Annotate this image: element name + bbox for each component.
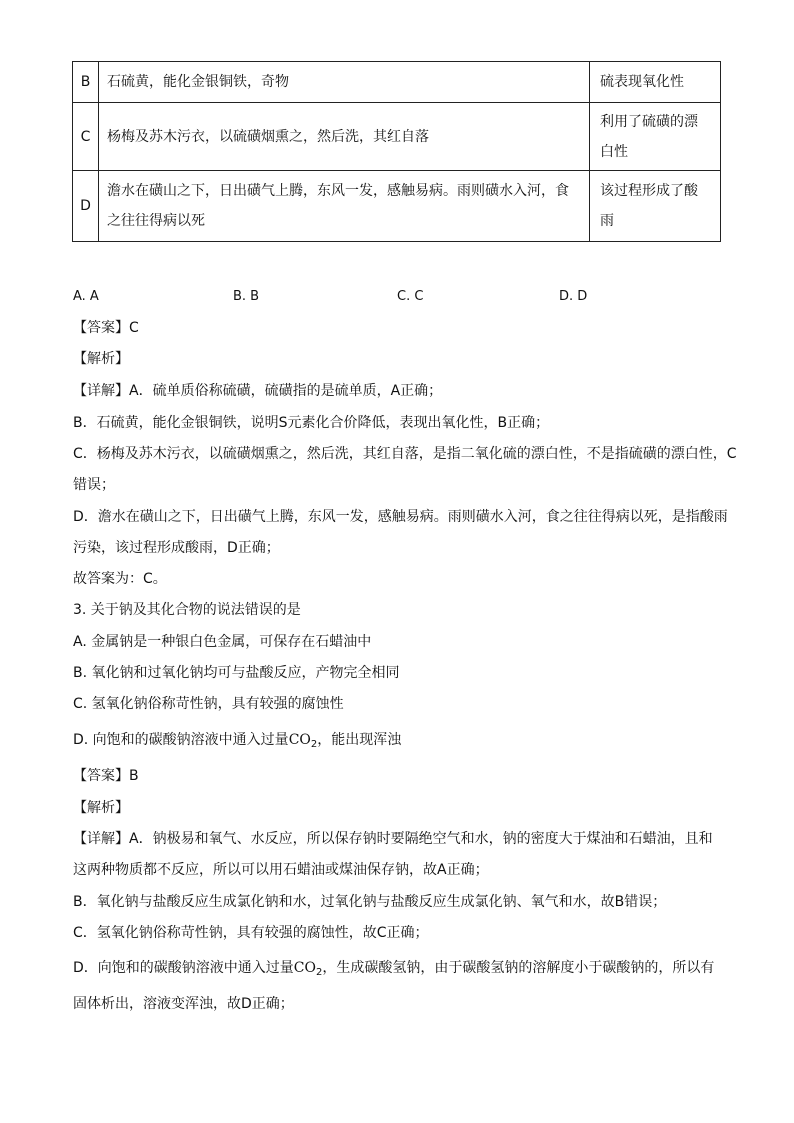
detail-text: 固体析出，溶液变浑浊，故D正确； (73, 996, 294, 1012)
chem-formula: CO (293, 960, 316, 976)
answer-label: 【答案】C (73, 320, 139, 336)
row-label: C (73, 103, 99, 171)
table-row (73, 103, 721, 171)
detail-text: 错误； (73, 477, 115, 493)
chem-formula: CO (288, 732, 311, 748)
detail-text: 污染，该过程形成酸雨，D正确； (73, 540, 280, 556)
detail-text (73, 958, 714, 983)
row-note: 硫表现氧化性 (590, 62, 721, 103)
table-row (73, 62, 721, 103)
option-b-text: B. 氧化钠和过氧化钠均可与盐酸反应，产物完全相同 (73, 665, 400, 681)
choice-a: A. A (73, 289, 99, 304)
detail-text: D．澹水在磺山之下，日出磺气上腾，东风一发，感触易病。雨则磺水入河，食之往往得病以死，是指酸雨 (73, 509, 728, 525)
option-c-text: C. 氢氧化钠俗称苛性钠，具有较强的腐蚀性 (73, 696, 344, 712)
option-d-pre: D. 向饱和的碳酸钠溶液中通入过量 (73, 732, 289, 748)
row-content: 杨梅及苏木污衣，以硫磺烟熏之，然后洗，其红自落 (99, 103, 590, 171)
detail-text: 【详解】A．硫单质俗称硫磺，硫磺指的是硫单质，A正确； (73, 383, 443, 399)
option-table (72, 61, 721, 242)
choice-c: C. C (397, 289, 424, 304)
row-note: 该过程形成了酸雨 (590, 171, 721, 242)
row-label: B (73, 62, 99, 103)
choice-b: B. B (233, 289, 260, 304)
option-d-text (73, 730, 401, 755)
analysis-label: 【解析】 (73, 351, 129, 367)
row-note: 利用了硫磺的漂白性 (590, 103, 721, 171)
answer-label: 【答案】B (73, 768, 139, 784)
table-row (73, 171, 721, 242)
chem-subscript: 2 (310, 739, 318, 750)
choice-d: D. D (559, 289, 588, 304)
conclusion-text: 故答案为：C。 (73, 571, 167, 587)
option-d-post: ，能出现浑浊 (317, 732, 402, 748)
analysis-label: 【解析】 (73, 800, 129, 816)
detail-text: B．氧化钠与盐酸反应生成氯化钠和水，过氧化钠与盐酸反应生成氯化钠、氧气和水，故B错误； (73, 894, 667, 910)
detail-post: ，生成碳酸氢钠，由于碳酸氢钠的溶解度小于碳酸钠的，所以有 (322, 960, 715, 976)
detail-text: 这两种物质都不反应，所以可以用石蜡油或煤油保存钠，故A正确； (73, 862, 489, 878)
detail-text: C．氢氧化钠俗称苛性钠，具有较强的腐蚀性，故C正确； (73, 925, 429, 941)
option-a-text: A. 金属钠是一种银白色金属，可保存在石蜡油中 (73, 634, 372, 650)
detail-text: 【详解】A．钠极易和氧气、水反应，所以保存钠时要隔绝空气和水，钠的密度大于煤油和石蜡油，且和 (73, 831, 713, 847)
question-stem: 3. 关于钠及其化合物的说法错误的是 (73, 602, 301, 618)
row-label: D (73, 171, 99, 242)
row-content: 石硫黄，能化金银铜铁，奇物 (99, 62, 590, 103)
chem-subscript: 2 (315, 967, 323, 978)
row-content: 澹水在磺山之下，日出磺气上腾，东风一发，感触易病。雨则磺水入河，食之往往得病以死 (99, 171, 590, 242)
detail-pre: D．向饱和的碳酸钠溶液中通入过量 (73, 960, 294, 976)
detail-text: B．石硫黄，能化金银铜铁，说明S元素化合价降低，表现出氧化性，B正确； (73, 415, 550, 431)
detail-text: C．杨梅及苏木污衣，以硫磺烟熏之，然后洗，其红自落，是指二氧化硫的漂白性，不是指硫磺的漂白性，C (73, 446, 737, 462)
